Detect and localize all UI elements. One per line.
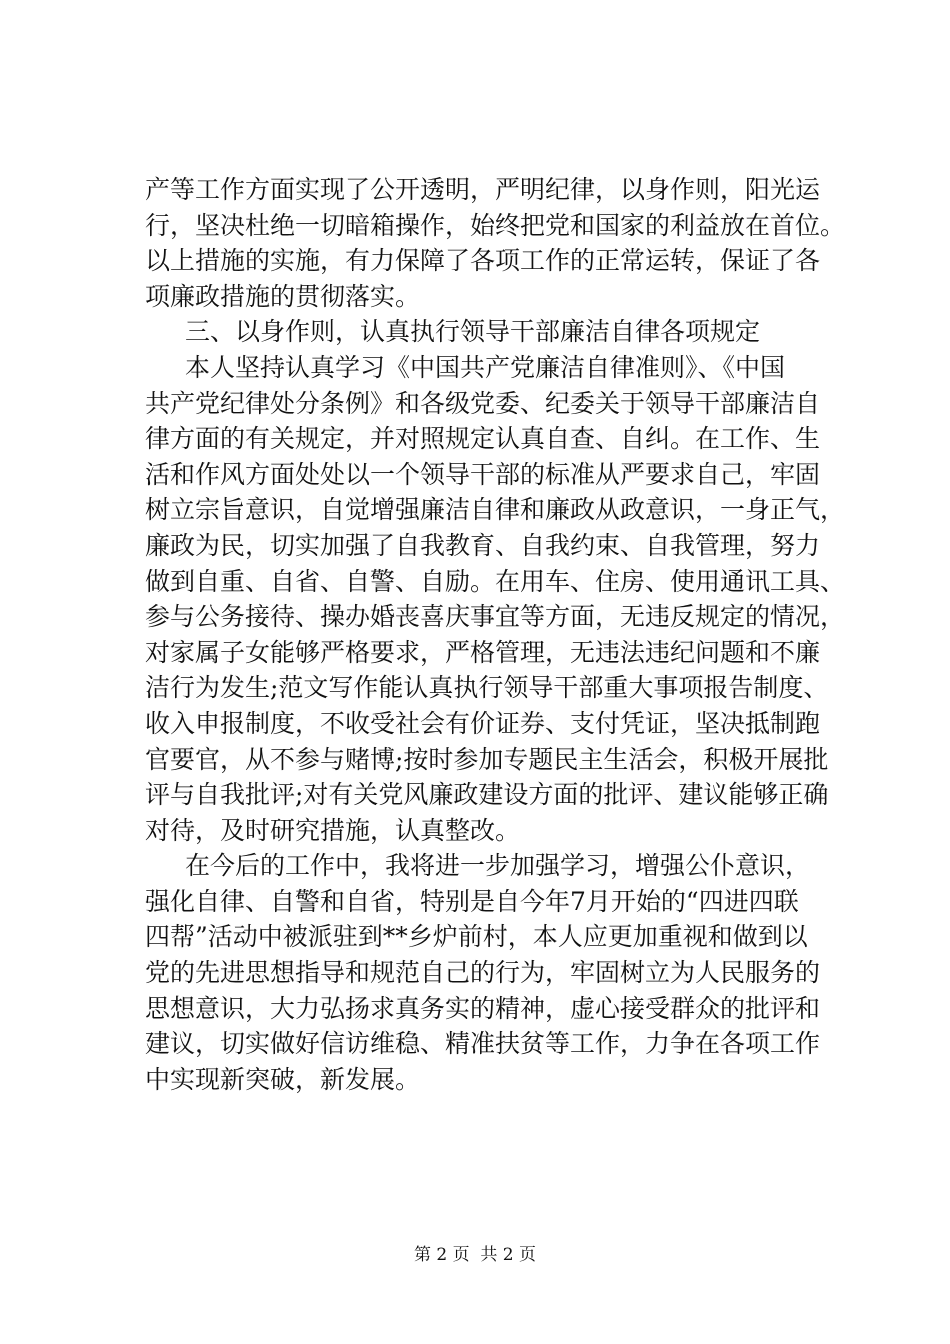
body-line: 对家属子女能够严格要求，严格管理，无违法违纪问题和不廉: [145, 637, 821, 667]
body-line: 廉政为民，切实加强了自我教育、自我约束、自我管理，努力: [145, 530, 821, 560]
body-line: 共产党纪律处分条例》和各级党委、纪委关于领导干部廉洁自: [145, 388, 821, 418]
body-line: 收入申报制度，不收受社会有价证券、支付凭证，坚决抵制跑: [145, 708, 821, 738]
paragraph-start-line: 在今后的工作中，我将进一步加强学习，增强公仆意识，: [185, 851, 811, 881]
body-line: 评与自我批评;对有关党风廉政建设方面的批评、建议能够正确: [145, 780, 829, 810]
body-line: 行，坚决杜绝一切暗箱操作，始终把党和国家的利益放在首位。: [145, 210, 846, 240]
body-line: 参与公务接待、操办婚丧喜庆事宜等方面，无违反规定的情况，: [145, 602, 846, 632]
body-line: 项廉政措施的贯彻落实。: [145, 281, 421, 311]
body-line: 中实现新突破，新发展。: [145, 1064, 421, 1094]
body-line: 洁行为发生;范文写作能认真执行领导干部重大事项报告制度、: [145, 673, 829, 703]
body-line: 思想意识，大力弘扬求真务实的精神，虚心接受群众的批评和: [145, 993, 821, 1023]
paragraph-start-line: 本人坚持认真学习《中国共产党廉洁自律准则》、《中国: [185, 352, 786, 382]
body-line: 党的先进思想指导和规范自己的行为，牢固树立为人民服务的: [145, 958, 821, 988]
body-line: 强化自律、自警和自省，特别是自今年7月开始的“四进四联: [145, 886, 799, 916]
body-line: 以上措施的实施，有力保障了各项工作的正常运转，保证了各: [145, 246, 821, 276]
body-line: 建议，切实做好信访维稳、精准扶贫等工作，力争在各项工作: [145, 1029, 821, 1059]
body-line: 律方面的有关规定，并对照规定认真自查、自纠。在工作、生: [145, 424, 821, 454]
page-number: 第 2 页 共 2 页: [413, 1245, 537, 1265]
body-line: 做到自重、自省、自警、自励。在用车、住房、使用通讯工具、: [145, 566, 846, 596]
body-line: 对待，及时研究措施，认真整改。: [145, 815, 521, 845]
page-footer: [0, 1243, 950, 1267]
body-line: 四帮”活动中被派驻到**乡炉前村，本人应更加重视和做到以: [145, 922, 808, 952]
body-line: 产等工作方面实现了公开透明，严明纪律，以身作则，阳光运: [145, 175, 821, 204]
body-line: 树立宗旨意识，自觉增强廉洁自律和廉政从政意识，一身正气，: [145, 495, 846, 525]
document-body: [145, 172, 846, 1097]
body-line: 活和作风方面处处以一个领导干部的标准从严要求自己，牢固: [145, 459, 821, 489]
body-line: 官要官，从不参与赌博;按时参加专题民主生活会，积极开展批: [145, 744, 829, 774]
section-heading: 三、以身作则，认真执行领导干部廉洁自律各项规定: [185, 317, 761, 347]
